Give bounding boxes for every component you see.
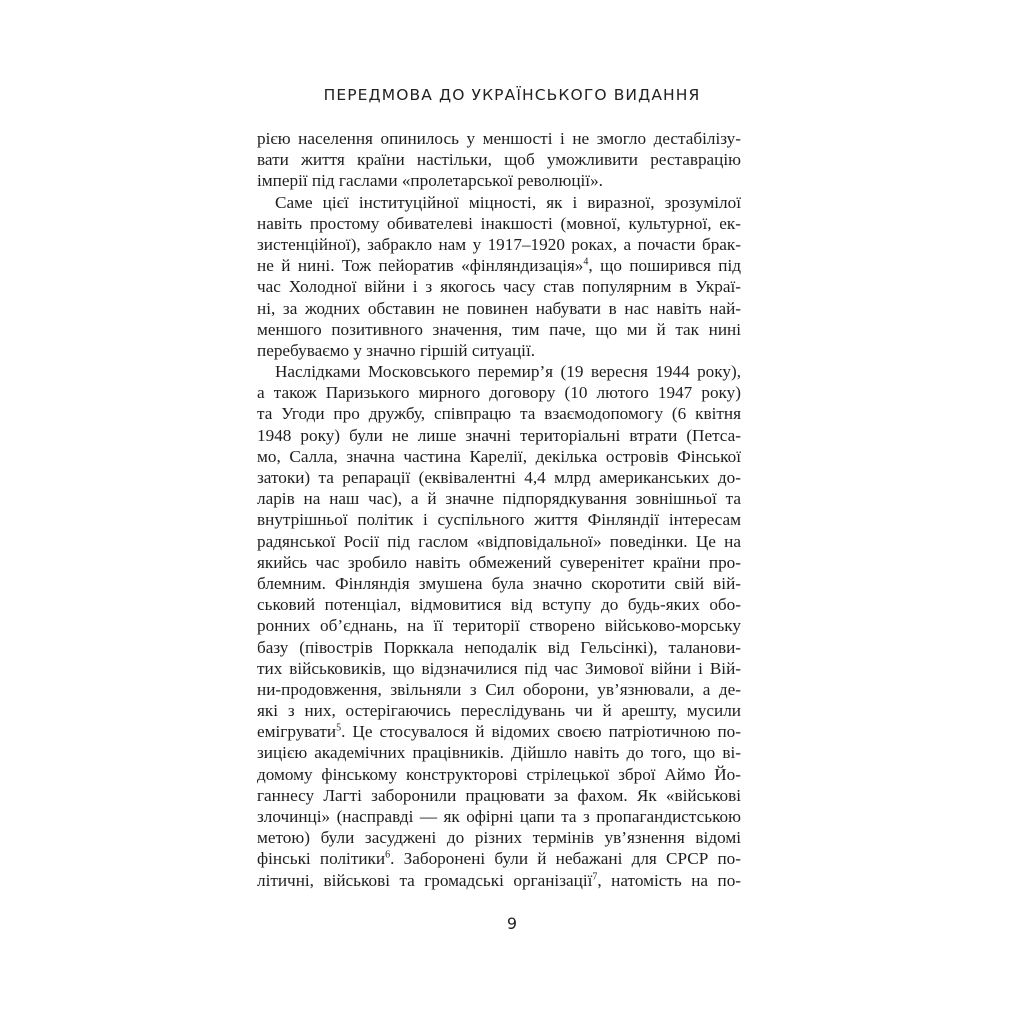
footnote-marker: 6 bbox=[385, 849, 391, 861]
text-line: злочинці» (насправді — як офірні цапи та з пропагандистською bbox=[257, 807, 741, 826]
text-line: ронних об’єднань, на її території створено військово-морську bbox=[257, 616, 741, 636]
text-line: мо, Салла, значна частина Карелії, декілька островів Фінської bbox=[257, 446, 741, 466]
text-fragment: фінські політики bbox=[257, 849, 386, 869]
text-line: перебуваємо у значно гіршій ситуації. bbox=[257, 340, 536, 360]
text-line: тих військовиків, що відзначилися під час Зимової війни і Вій- bbox=[257, 658, 741, 678]
text-fragment: . Це стосувалося й відомих своєю патріотичною по- bbox=[341, 722, 741, 742]
text-line: внутрішньої політик і суспільного життя Фінляндії інтересам bbox=[257, 510, 741, 530]
text-fragment: емігрувати bbox=[257, 722, 337, 742]
text-line: ларів на наш час), а й значне підпорядкування зовнішньої та bbox=[257, 489, 741, 509]
text-line: Саме цієї інституційної міцності, як і виразної, зрозумілої bbox=[275, 192, 741, 212]
text-line bbox=[257, 870, 741, 891]
text-line bbox=[257, 255, 741, 276]
text-line: ні, за жодних обставин не повинен набувати в нас навіть най- bbox=[257, 298, 741, 318]
text-fragment: , натомість на по- bbox=[597, 870, 742, 890]
text-line bbox=[257, 848, 741, 869]
text-fragment: не й нині. Тож пейоратив «фінляндизація» bbox=[257, 256, 584, 276]
text-line: якийсь час зробило навіть обмежений суверенітет країни про- bbox=[257, 552, 741, 572]
page-number: 9 bbox=[506, 914, 518, 933]
text-line: рією населення опинилось у меншості і не змогло дестабілізу- bbox=[257, 129, 741, 148]
text-line: ганнесу Лагті заборонили працювати за фахом. Як «військові bbox=[257, 785, 741, 805]
text-line: меншого позитивного значення, тим паче, що ми й так нині bbox=[257, 319, 741, 339]
text-line: метою) були засуджені до різних термінів ув’язнення відомі bbox=[257, 828, 741, 848]
text-line: які з них, остерігаючись переслідувань чи й арешту, мусили bbox=[257, 701, 741, 721]
text-line: та Угоди про дружбу, співпрацю та взаємодопомогу (6 квітня bbox=[257, 404, 741, 424]
paragraph bbox=[257, 361, 741, 891]
text-line: домому фінському конструкторові стрілецької зброї Аймо Йо- bbox=[257, 764, 741, 784]
text-line: зистенційної), забракло нам у 1917–1920 роках, а почасти брак- bbox=[257, 234, 741, 254]
text-line: затоки) та репарації (еквівалентні 4,4 млрд американських до- bbox=[257, 468, 741, 487]
text-fragment: , що поширився під bbox=[588, 256, 742, 276]
text-line: навіть простому обивателеві інакшості (мовної, культурної, ек- bbox=[257, 213, 741, 233]
text-fragment: . Заборонені були й небажані для СРСР по- bbox=[390, 849, 741, 869]
text-line: Наслідками Московського перемир’я (19 вересня 1944 року), bbox=[275, 362, 741, 382]
text-line: імперії під гаслами «пролетарської революції». bbox=[257, 171, 603, 191]
text-line: ни-продовження, звільняли з Сил оборони, ув’язнювали, а де- bbox=[257, 679, 741, 699]
text-line: ськовий потенціал, відмовитися від вступу до будь-яких обо- bbox=[257, 595, 741, 615]
footnote-marker: 5 bbox=[336, 722, 342, 734]
text-line: час Холодної війни і з якогось часу став популярним в Украї- bbox=[257, 277, 741, 297]
text-line: 1948 року) були не лише значні територіальні втрати (Петса- bbox=[257, 425, 741, 445]
text-line: радянської Росії під гаслом «відповідальної» поведінки. Це на bbox=[257, 531, 741, 551]
text-line bbox=[257, 721, 741, 742]
paragraph bbox=[257, 128, 741, 192]
text-line: зицією академічних працівників. Дійшло навіть до того, що ві- bbox=[257, 743, 741, 763]
text-line: базу (півострів Порккала неподалік від Гельсінкі), таланови- bbox=[257, 637, 741, 657]
footnote-marker: 4 bbox=[583, 256, 589, 268]
text-fragment: літичні, військові та громадські організації bbox=[257, 870, 593, 890]
text-line: блемним. Фінляндія змушена була значно скоротити свій вій- bbox=[257, 573, 741, 593]
body-text bbox=[257, 128, 741, 891]
running-head: ПЕРЕДМОВА ДО УКРАЇНСЬКОГО ВИДАННЯ bbox=[323, 86, 701, 104]
text-line: а також Паризького мирного договору (10 лютого 1947 року) bbox=[257, 383, 741, 403]
paragraph bbox=[257, 192, 741, 362]
text-line: вати життя країни настільки, щоб уможливити реставрацію bbox=[257, 150, 741, 170]
footnote-marker: 7 bbox=[592, 870, 598, 882]
